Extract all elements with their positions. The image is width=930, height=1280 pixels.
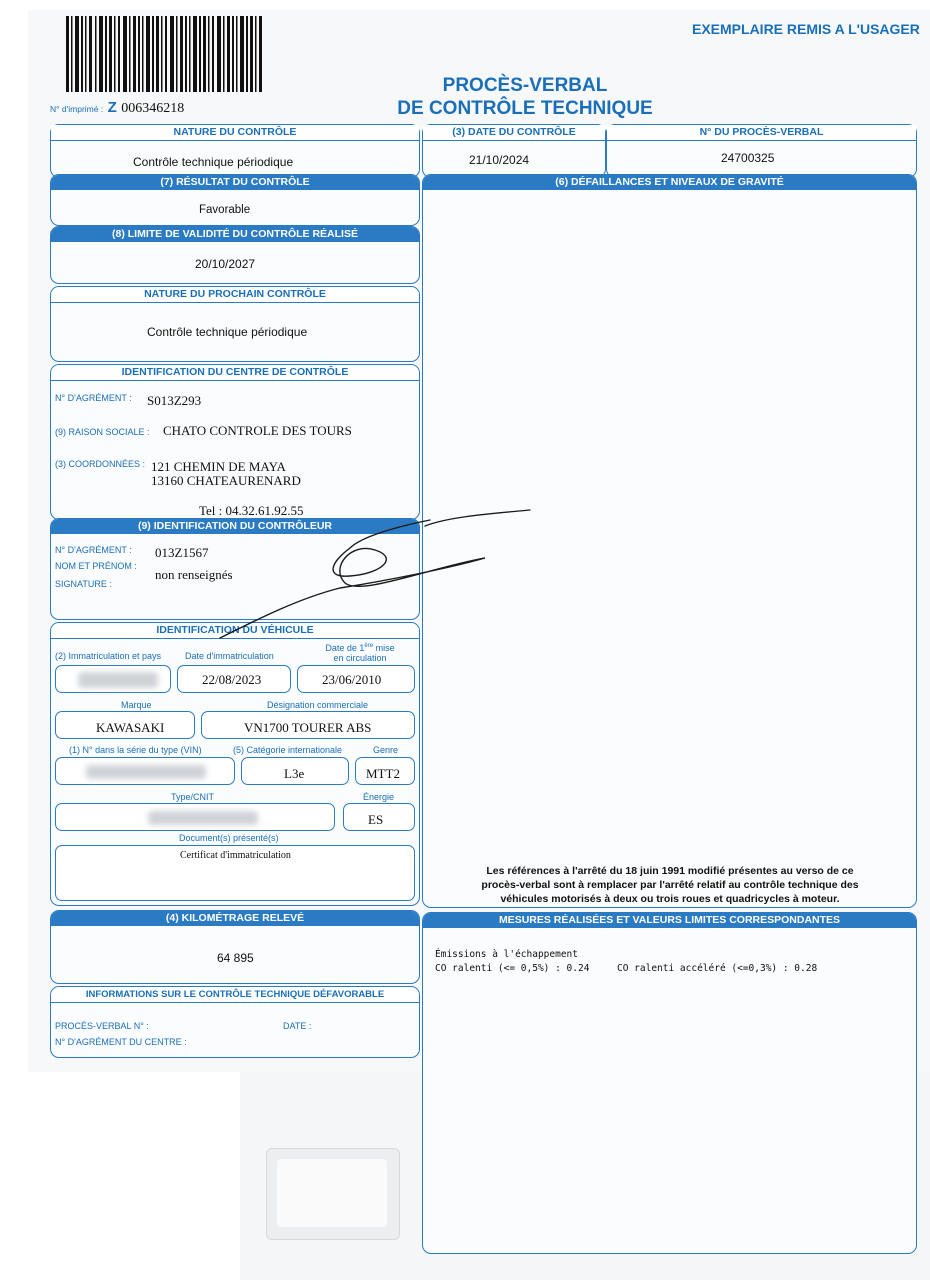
date-immat-value: 22/08/2023 — [202, 672, 262, 687]
kilometrage-box — [50, 910, 420, 984]
defavorable-title: INFORMATIONS SUR LE CONTRÔLE TECHNIQUE DÉFAVORABLE — [51, 987, 419, 1003]
premiere-mise-label-b: mise — [373, 643, 395, 653]
centre-box — [50, 364, 420, 520]
defavorable-box — [50, 986, 420, 1058]
premiere-mise-label-sup: ère — [364, 643, 374, 649]
print-number-value: 006346218 — [121, 101, 185, 116]
limite-box — [50, 226, 420, 284]
immat-field — [55, 665, 171, 693]
references-line-3: véhicules motorisés à deux ou trois roues et quadricycles à moteur. — [500, 893, 840, 905]
centre-address-2: 13160 CHATEAURENARD — [151, 473, 301, 488]
centre-raison-label: (9) RAISON SOCIALE : — [55, 427, 150, 437]
pv-number-value: 24700325 — [721, 151, 775, 165]
energie-value: ES — [368, 812, 384, 827]
mesures-co-ralenti-accelere: CO ralenti accéléré (<=0,3%) : 0.28 — [617, 963, 818, 974]
premiere-mise-value: 23/06/2010 — [322, 672, 382, 687]
references-line-2: procès-verbal sont à remplacer par l'arrêté relatif au contrôle technique des — [481, 879, 859, 891]
centre-tel: Tel : 04.32.61.92.55 — [199, 503, 304, 518]
nature-title: NATURE DU CONTRÔLE — [51, 125, 419, 141]
prochain-value: Contrôle technique périodique — [147, 325, 308, 339]
vehicule-immat-label: (2) Immatriculation et pays — [55, 651, 162, 661]
mesures-title: MESURES RÉALISÉES ET VALEURS LIMITES CORRESPONDANTES — [423, 913, 916, 928]
genre-value: MTT2 — [366, 766, 400, 781]
title-line-2: DE CONTRÔLE TECHNIQUE — [397, 98, 653, 119]
defaillances-title: (6) DÉFAILLANCES ET NIVEAUX DE GRAVITÉ — [423, 175, 916, 190]
defavorable-agrement-label: N° D'AGRÉMENT DU CENTRE : — [55, 1037, 187, 1047]
page-title — [394, 74, 656, 120]
limite-value: 20/10/2027 — [195, 257, 256, 271]
resultat-box — [50, 174, 420, 226]
energie-field — [343, 803, 415, 831]
marque-field — [55, 711, 195, 739]
paper-window — [266, 1148, 400, 1240]
prochain-title: NATURE DU PROCHAIN CONTRÔLE — [51, 287, 419, 303]
title-line-1: PROCÈS-VERBAL — [442, 75, 608, 96]
mesures-co-ralenti: CO ralenti (<= 0,5%) : 0.24 — [435, 963, 590, 974]
marque-label: Marque — [121, 700, 152, 710]
references-note — [440, 864, 900, 906]
controleur-nom-label: NOM ET PRÉNOM : — [55, 561, 137, 571]
date-controle-title: (3) DATE DU CONTRÔLE — [423, 125, 605, 141]
energie-label: Énergie — [363, 792, 395, 802]
pv-number-title: N° DU PROCÈS-VERBAL — [607, 125, 916, 141]
kilometrage-value: 64 895 — [217, 951, 254, 965]
nature-value: Contrôle technique périodique — [133, 155, 294, 169]
type-label: Type/CNIT — [171, 792, 215, 802]
date-immat-field — [177, 665, 291, 693]
resultat-value: Favorable — [199, 204, 251, 216]
marque-value: KAWASAKI — [96, 720, 165, 735]
genre-label: Genre — [373, 745, 399, 755]
resultat-title: (7) RÉSULTAT DU CONTRÔLE — [51, 175, 419, 190]
limite-title: (8) LIMITE DE VALIDITÉ DU CONTRÔLE RÉALISÉ — [51, 227, 419, 242]
documents-label: Document(s) présenté(s) — [179, 833, 279, 843]
premiere-mise-label-a: Date de 1 — [325, 643, 365, 653]
mesures-box — [422, 912, 917, 1254]
barcode — [66, 16, 262, 92]
date-controle-box — [422, 124, 606, 178]
centre-agrement-label: N° D'AGRÉMENT : — [55, 393, 132, 403]
premiere-mise-field — [297, 665, 415, 693]
immat-redacted — [78, 672, 158, 688]
vehicule-date-immat-label: Date d'immatriculation — [185, 651, 274, 661]
designation-value: VN1700 TOURER ABS — [244, 720, 372, 735]
pv-number-box — [606, 124, 917, 178]
designation-label: Désignation commerciale — [267, 700, 369, 710]
date-controle-value: 21/10/2024 — [469, 153, 530, 167]
copy-label: EXEMPLAIRE REMIS A L'USAGER — [692, 21, 920, 37]
references-line-1: Les références à l'arrêté du 18 juin 1991 modifié présentes au verso de ce — [486, 865, 854, 877]
paper-window-inner — [277, 1159, 387, 1227]
vehicule-box — [50, 622, 420, 906]
type-redacted — [148, 811, 258, 825]
defavorable-pv-label: PROCÈS-VERBAL N° : — [55, 1021, 149, 1031]
controleur-title: (9) IDENTIFICATION DU CONTRÔLEUR — [51, 519, 419, 534]
type-field — [55, 803, 335, 831]
documents-value: Certificat d'immatriculation — [180, 850, 291, 861]
centre-address-1: 121 CHEMIN DE MAYA — [151, 459, 286, 474]
vin-redacted — [86, 765, 206, 779]
categorie-field — [241, 757, 349, 785]
centre-title: IDENTIFICATION DU CENTRE DE CONTRÔLE — [51, 365, 419, 381]
categorie-value: L3e — [284, 766, 305, 781]
centre-agrement-value: S013Z293 — [147, 393, 202, 408]
vin-field — [55, 757, 235, 785]
categorie-label: (5) Catégorie internationale — [233, 745, 343, 755]
controleur-agrement-value: 013Z1567 — [155, 545, 209, 560]
documents-field — [55, 845, 415, 901]
controleur-signature-label: SIGNATURE : — [55, 579, 112, 589]
centre-raison-value: CHATO CONTROLE DES TOURS — [163, 423, 352, 438]
vin-label: (1) N° dans la série du type (VIN) — [69, 745, 202, 755]
mesures-section: Émissions à l'échappement — [435, 949, 578, 960]
controleur-nom-value: non renseignés — [155, 567, 233, 582]
print-number — [50, 99, 184, 117]
nature-box — [50, 124, 420, 178]
prochain-box — [50, 286, 420, 362]
print-number-label: N° d'imprimé : — [50, 104, 104, 114]
kilometrage-title: (4) KILOMÉTRAGE RELEVÉ — [51, 911, 419, 926]
designation-field — [201, 711, 415, 739]
centre-coord-label: (3) COORDONNÉES : — [55, 459, 146, 469]
vehicule-title: IDENTIFICATION DU VÉHICULE — [51, 623, 419, 639]
premiere-mise-label-c: en circulation — [333, 653, 387, 663]
print-number-prefix: Z — [107, 99, 117, 116]
controleur-agrement-label: N° D'AGRÉMENT : — [55, 545, 132, 555]
genre-field — [355, 757, 415, 785]
handwritten-signature — [200, 508, 540, 648]
defavorable-date-label: DATE : — [283, 1021, 312, 1031]
